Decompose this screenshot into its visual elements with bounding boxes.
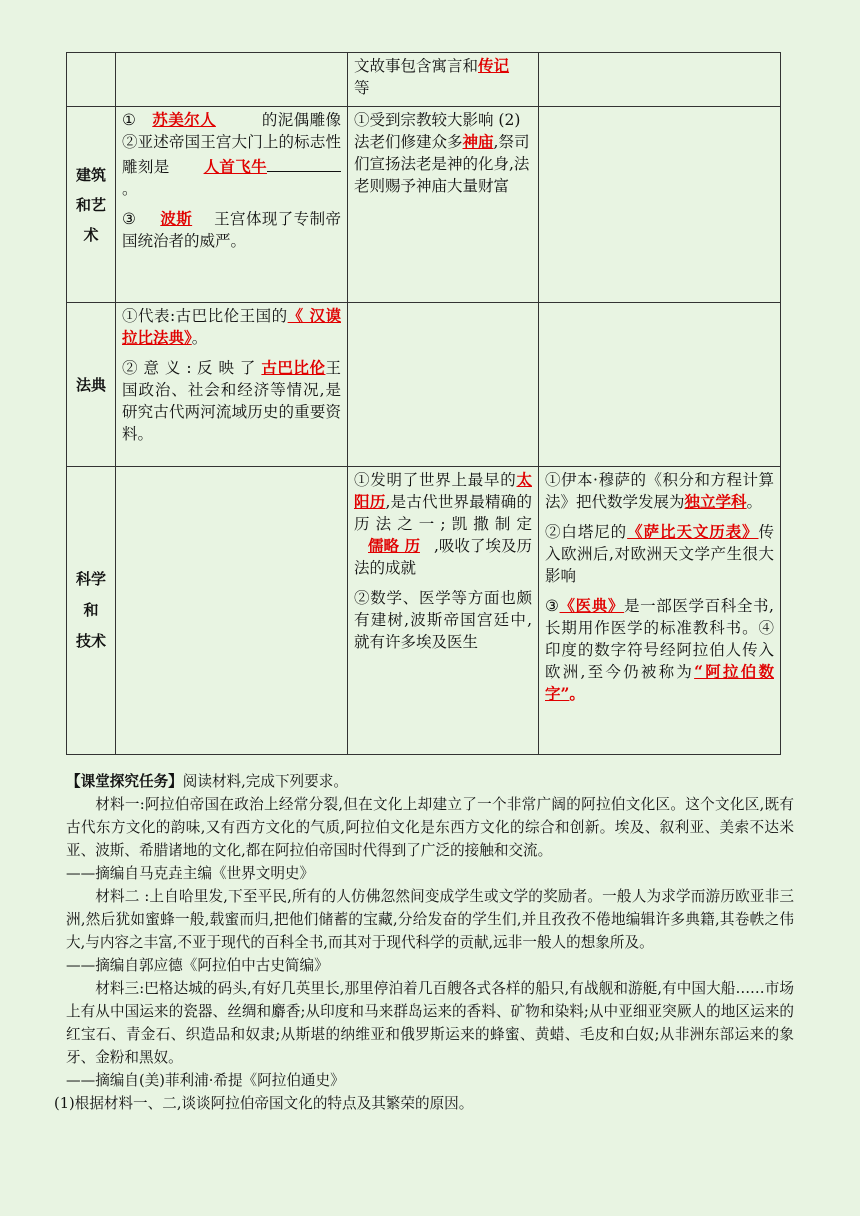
answer-independent-discipline: 独立学科 xyxy=(684,492,747,511)
material-one-source: ——摘编自马克垚主编《世界文明史》 xyxy=(66,865,315,882)
answer-arabic-numerals: “阿拉伯数字” xyxy=(545,662,774,703)
cell-text: 。 xyxy=(191,329,208,347)
question-one: (1)根据材料一、二,谈谈阿拉伯帝国文化的特点及其繁荣的原因。 xyxy=(54,1095,474,1112)
task-heading: 【课堂探究任务】 xyxy=(66,773,183,790)
answer-persia: 波斯 xyxy=(160,209,193,228)
cell-paragraph xyxy=(545,469,774,513)
cell-literature-note xyxy=(348,53,539,107)
cell-empty xyxy=(348,303,539,467)
row-label-empty xyxy=(67,53,116,107)
cell-text: 。 xyxy=(122,180,138,198)
cell-architecture-egypt xyxy=(348,107,539,303)
material-three-source: ——摘编自(美)菲利浦·希提《阿拉伯通史》 xyxy=(66,1072,345,1089)
cell-text: ①代表:古巴比伦王国的 xyxy=(122,307,288,325)
cell-paragraph xyxy=(122,305,341,349)
cell-text: 传入欧洲后,对欧洲天文学产生很大影响 xyxy=(545,523,774,585)
answer-canon-of-medicine: 《医典》 xyxy=(559,596,624,615)
material-three: 材料三:巴格达城的码头,有好几英里长,那里停泊着几百艘各式各样的船只,有战舰和游艇,有中国大船……市场上有从中国运来的瓷器、丝绸和麝香;从印度和马来群岛运来的香料、矿物和染料;从中亚细亚突厥人的地区运来的红宝石、青金石、织造品和奴隶;从斯堪的纳维亚和俄罗斯运来的蜂蜜、黄蜡、毛皮和白奴;从非洲东部运来的象牙、金粉和黑奴。 xyxy=(66,980,794,1066)
cell-text: ① xyxy=(122,111,137,129)
task-heading-line xyxy=(66,770,794,793)
cell-empty xyxy=(539,107,781,303)
inquiry-task-section xyxy=(54,770,794,1115)
label-line: 技术 xyxy=(75,632,106,650)
cell-text: ③ xyxy=(545,597,560,615)
cell-text: 的泥偶雕像 ②亚述帝国王宫大门上的标志性雕刻是 xyxy=(122,111,341,176)
row-label-science-technology xyxy=(67,467,116,755)
cell-architecture-mesopotamia xyxy=(116,107,348,303)
cell-paragraph xyxy=(545,595,774,705)
cell-paragraph xyxy=(122,109,341,200)
cell-empty xyxy=(116,467,348,755)
answer-solar-calendar: 太阳历 xyxy=(354,470,532,511)
answer-hammurabi-code: 《 汉谟拉比法典》 xyxy=(122,306,341,347)
cell-paragraph xyxy=(545,521,774,587)
cell-text: ①伊本·穆萨的《积分和方程计算法》把代数学发展为 xyxy=(545,471,774,511)
cell-text: ,是古代世界最精确的历法之一;凯撒制定 xyxy=(354,493,532,533)
cell-text: 文故事包含寓言和 xyxy=(354,57,479,75)
answer-sumerians: 苏美尔人 xyxy=(152,110,216,129)
material-two-source: ——摘编自郭应德《阿拉伯中古史简编》 xyxy=(66,957,329,974)
cell-science-egypt xyxy=(348,467,539,755)
cell-text: ①受到宗教较大影响 (2)法老们修建众多 xyxy=(354,111,521,151)
cell-text: 。 xyxy=(746,493,763,511)
cell-paragraph xyxy=(354,469,532,579)
cell-text: ② 意 义 : 反 映 了 xyxy=(122,359,256,377)
label-line: 和 xyxy=(83,601,99,619)
label-line: 科学 xyxy=(75,570,106,588)
cell-text: ,吸收了埃及历法的成就 xyxy=(354,537,532,577)
material-two: 材料二 :上自哈里发,下至平民,所有的人仿佛忽然间变成学生或文学的奖励者。一般人为求学而游历欧亚非三洲,然后犹如蜜蜂一般,载蜜而归,把他们储蓄的宝藏,分给发奋的学生们,并且孜孜不倦地编辑许多典籍,其卷帙之伟大,与内容之丰富,不亚于现代的百科全书,而其对于现代科学的贡献,远非一般人的想象所及。 xyxy=(66,888,794,951)
answer-human-headed-bull: 人首飞牛 xyxy=(203,157,267,176)
cell-empty xyxy=(539,53,781,107)
blank-line xyxy=(267,153,341,172)
table-row xyxy=(67,53,781,107)
table-row xyxy=(67,467,781,755)
cell-empty xyxy=(116,53,348,107)
comparison-table xyxy=(66,52,781,755)
task-instruction: 阅读材料,完成下列要求。 xyxy=(182,773,348,790)
cell-paragraph xyxy=(122,357,341,445)
answer-old-babylon: 古巴比伦 xyxy=(261,358,326,377)
row-label-law-code: 法典 xyxy=(67,303,116,467)
table-row xyxy=(67,107,781,303)
cell-paragraph xyxy=(122,208,341,252)
cell-text: ,祭司们宣扬法老是神的化身,法老则赐予神庙大量财富 xyxy=(354,133,530,195)
answer-biography: 传记 xyxy=(478,56,510,75)
answer-sabian-tables: 《萨比天文历表》 xyxy=(627,522,759,541)
material-one: 材料一:阿拉伯帝国在政治上经常分裂,但在文化上却建立了一个非常广阔的阿拉伯文化区。这个文化区,既有古代东方文化的韵味,又有西方文化的气质,阿拉伯文化是东西方文化的综合和创新。埃及、叙利亚、美索不达米亚、波斯、希腊诸地的文化,都在阿拉伯帝国时代得到了广泛的接触和交流。 xyxy=(66,796,794,859)
answer-temples: 神庙 xyxy=(462,132,494,151)
cell-law-code xyxy=(116,303,348,467)
cell-text: 。 xyxy=(569,684,585,703)
cell-paragraph: ②数学、医学等方面也颇有建树,波斯帝国宫廷中,就有许多埃及医生 xyxy=(354,589,532,651)
cell-text: 等 xyxy=(354,79,370,97)
cell-text: ①发明了世界上最早的 xyxy=(354,471,517,489)
answer-julian-calendar: 儒略 历 xyxy=(368,536,420,555)
cell-empty xyxy=(539,303,781,467)
cell-text: ②白塔尼的 xyxy=(545,523,628,541)
cell-text: 王宫体现了专制帝国统治者的威严。 xyxy=(122,210,341,250)
cell-text: 王国政治、社会和经济等情况,是研究古代两河流域历史的重要资料。 xyxy=(122,359,341,443)
cell-text: ③ xyxy=(122,210,137,228)
row-label-architecture-art: 建筑和艺术 xyxy=(67,107,116,303)
table-row xyxy=(67,303,781,467)
cell-text: 是一部医学百科全书,长期用作医学的标准教科书。④印度的数字符号经阿拉伯人传入欧洲,至今仍被称为 xyxy=(545,597,774,681)
cell-science-arab xyxy=(539,467,781,755)
